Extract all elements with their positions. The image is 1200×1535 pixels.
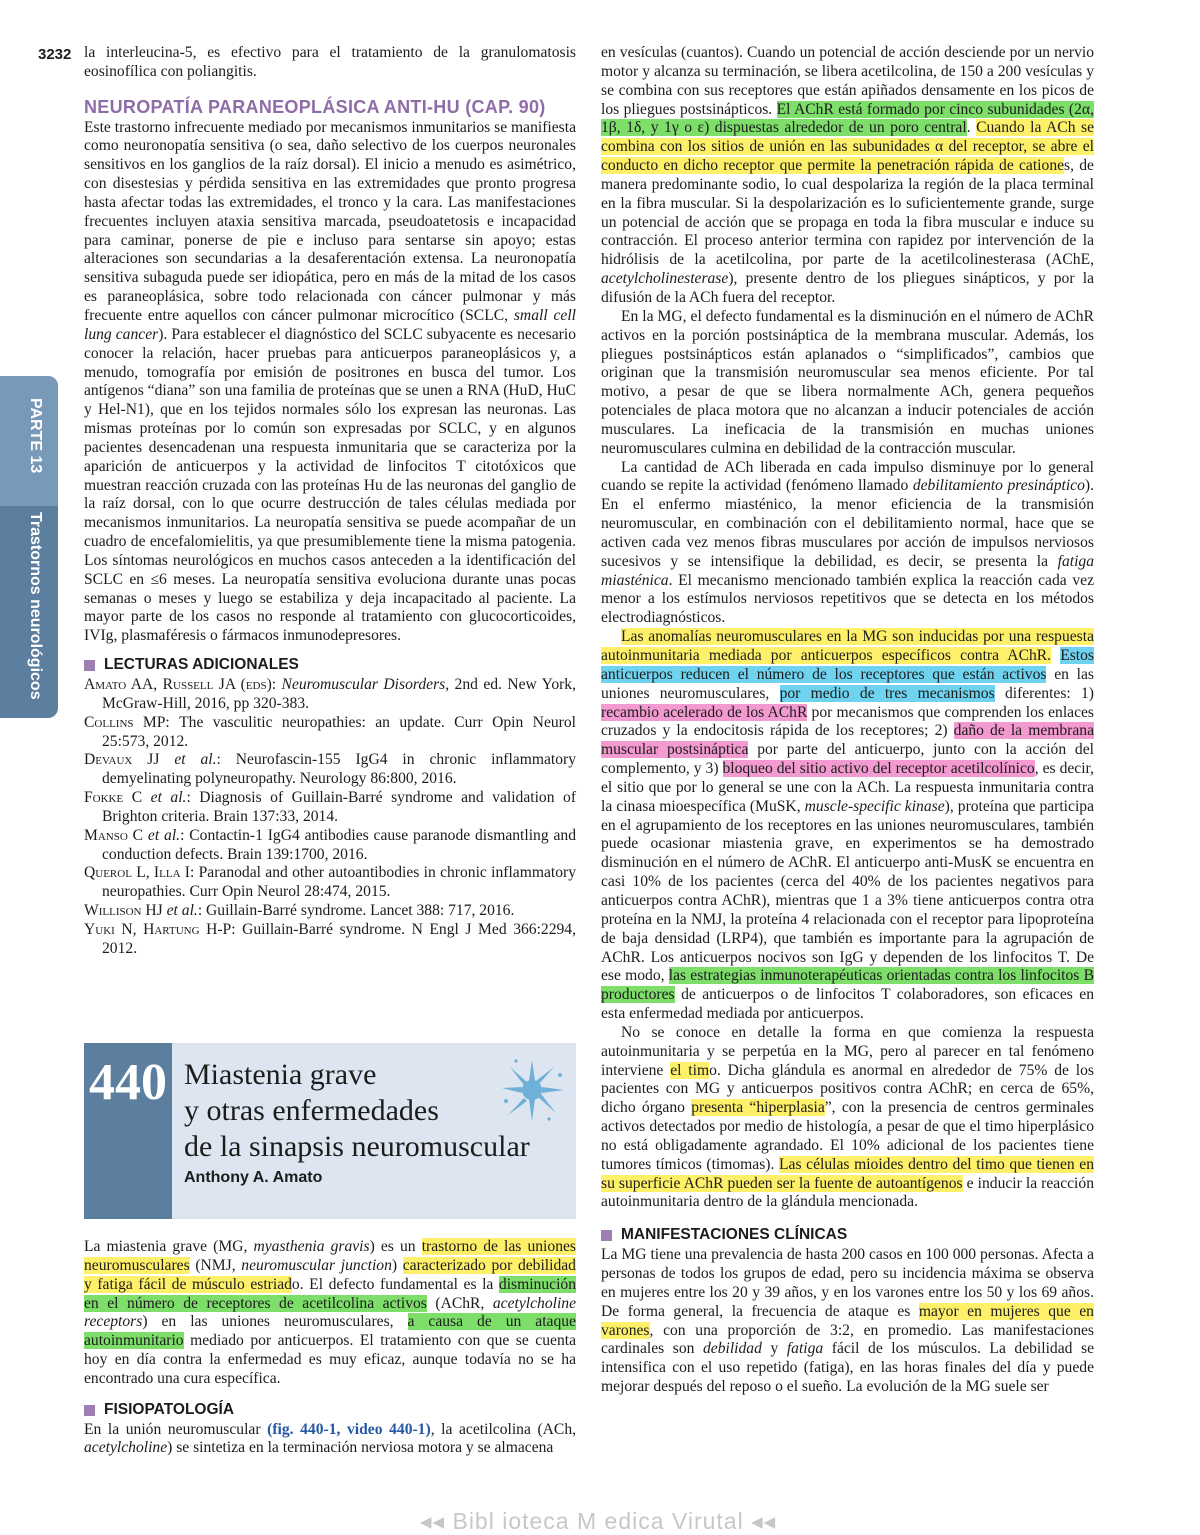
reference-item: Collins MP: The vasculitic neuropathies: an update. Curr Opin Neurol 25:573, 2012. [84,713,576,750]
intro-paragraph: la interleucina-5, es efectivo para el tratamiento de la granulomatosis eosinofílica con poliangitis. [84,44,576,80]
chapter-title: Miastenia grave y otras enfermedades de la sinapsis neuromuscular [184,1058,530,1163]
watermark: ◂◂ Bibl ioteca M edica Virutal ◂◂ [420,1508,777,1534]
watermark-arrows-icon: ◂◂ [743,1508,777,1534]
chapter-number: 440 [84,1043,172,1219]
reference-item: Devaux JJ et al.: Neurofascin-155 IgG4 in chronic inflammatory demyelinating polyneuropathy. Neurology 86:800, 2016. [84,751,577,788]
watermark-arrows-icon: ◂◂ [420,1508,453,1534]
right-column [601,44,1094,1397]
thymus-paragraph: No se conoce en detalle la forma en que comienza la respuesta autoinmunitaria y se perpetúa en la MG, pero al parecer en tal fenómeno interviene el timo. Dicha glándula es anormal en alrededor de 75% de los pacientes con MG y anticuerpos positivos contra AChR; en cerca de 65%, dicho órgano presenta “hiperplasia”, con la presencia de centros germinales activos detectados por medio de histología, a pesar de que el timo hiperplásico no está obligadamente agrandado. El 10% adicional de los pacientes tiene tumores tímicos (timomas). Las células mioides dentro del timo que tienen en su superficie AChR pueden ser la fuente de autoantígenos e inducir la reacción autoinmunitaria dentro de la glándula mencionada. [601,1023,1094,1211]
chapter-author: Anthony A. Amato [184,1169,323,1186]
mg-defect-paragraph: En la MG, el defecto fundamental es la disminución en el número de AChR activos en la porción postsináptica de la membrana muscular. Además, los pliegues postsinápticos están aplanados o “simplificados”, cambios que originan que la transmisión neuromuscular sea menos eficiente. Por tal motivo, a pesar de que se libera normalmente ACh, genera pequeños potenciales de placa motora que no alcanzan a inducir potenciales de acción musculares. La ineficacia de la transmisión en muchas uniones neuromusculares culmina en debilidad de la contracción muscular. [601,307,1094,457]
reference-item: Yuki N, Hartung H-P: Guillain-Barré syndrome. N Engl J Med 366:2294, 2012. [84,920,576,957]
part-label: PARTE 13 [27,398,44,474]
bullet-square-icon [84,1405,95,1416]
part-tab [0,376,58,718]
anti-hu-paragraph: Este trastorno infrecuente mediado por mecanismos inmunitarios se manifiesta como neuronopatía sensitiva (o sea, daño selectivo de los cuerpos neuronales sensitivos en los ganglios de la raíz dorsal). El inicio a menudo es asimétrico, con disestesias y pérdida sensitiva en las extremidades que pronto progresa hasta afectar todas las extremidades, el tronco y la cara. Las manifestaciones frecuentes incluyen ataxia sensitiva marcada, pseudoatetosis e incapacidad para caminar, ponerse de pie e incluso para sentarse sin apoyo; estas alteraciones son secundarias a la desaferentación extensa. La neuronopatía sensitiva subaguda puede ser idiopática, pero en más de la mitad de los casos es paraneoplásica, sobre todo relacionada con cáncer pulmonar y más frecuente entre aquellos con cáncer pulmonar microcítico (SCLC, small cell lung cancer). Para establecer el diagnóstico del SCLC subyacente es necesario conocer la relación, hacer pruebas para anticuerpos paraneoplásicos y, a menudo, tomografía por emisión de positrones en busca del tumor. Los antígenos “diana” son una familia de proteínas que se unen a RNA (HuD, HuC y Hel-N1), que en los tejidos normales sólo los expresan las neuronas. Las mismas proteínas por lo común son expresadas por SCLC, y en algunos pacientes desencadenan una respuesta inmunitaria que se caracteriza por la aparición de anticuerpos y la actividad de linfocitos T citotóxicos que muestran reacción cruzada con las proteínas Hu de las neuronas del ganglio de la raíz dorsal, con lo que ocurre destrucción de tales células mediada por mecanismos inmunitarios. La neuropatía sensitiva se puede acompañar de un cuadro de encefalomielitis, ya que presumiblemente tiene la misma patogenia. Los síntomas neurológicos en muchos casos anteceden a la identificación del SCLC en ≤6 meses. La neuropatía sensitiva evoluciona durante unas pocas semanas o meses y luego se estabiliza y deja incapacitado al paciente. La mayor parte de los casos no responde al tratamiento con glucocorticoides, IVIg, plasmaféresis o fármacos inmunodepresores. [84,118,576,645]
fisiopatologia-paragraph: En la unión neuromuscular (fig. 440-1, video 440-1), la acetilcolina (ACh, acetylcholine) se sintetiza en la terminación nerviosa motora y se almacena [84,1420,577,1457]
anti-hu-heading: NEUROPATÍA PARANEOPLÁSICA ANTI-HU (CAP. 90) [84,96,546,117]
reference-item: Amato AA, Russell JA (eds): Neuromuscular Disorders, 2nd ed. New York, McGraw-Hill, 2016, pp 320-383. [84,676,577,712]
mg-intro-paragraph: La miastenia grave (MG, myasthenia gravis) es un trastorno de las uniones neuromusculares (NMJ, neuromuscular junction) caracterizado por debilidad y fatiga fácil de músculo estriado. El defecto fundamental es la disminución en el número de receptores de acetilcolina activos (AChR, acetylcholine receptors) en las uniones neuromusculares, a causa de un ataque autoinmunitario mediado por anticuerpos. El tratamiento con que se cuenta hoy en día contra la enfermedad es muy eficaz, aunque todavía no se ha encontrado una cura específica. [84,1238,576,1387]
clinical-paragraph: La MG tiene una prevalencia de hasta 200 casos en 100 000 personas. Afecta a personas de todos los grupos de edad, pero su incidencia máxima se observa en mujeres entre los 20 y 39 años, y en los varones entre los 50 y los 69 años. De forma general, la frecuencia de ataque es mayor en mujeres que en varones, con una proporción de 3:2, en promedio. Las manifestaciones cardinales son debilidad y fatiga fácil de los músculos. La debilidad se intensifica con el uso repetido (fatiga), en las horas finales del día y puede mejorar después del reposo o el sueño. La evolución de la MG suele ser [601,1246,1094,1396]
receptor-paragraph: en vesículas (cuantos). Cuando un potencial de acción desciende por un nervio motor y alcanza su terminación, se libera acetilcolina, de 150 a 200 vesículas y se combina con sus receptores que están apiñados densamente en los picos de los pliegues postsinápticos. El AChR está formado por cinco subunidades (2α, 1β, 1δ, y 1γ o ε) dispuestas alrededor de un poro central. Cuando la ACh se combina con los sitios de unión en las subunidades α del receptor, se abre el conducto en dicho receptor que permite la penetración rápida de cationes, de manera predominante sodio, lo cual despolariza la región de la placa terminal en la fibra muscular. Si la despolarización es lo suficientemente grande, surge un potencial de acción que se propaga en toda la fibra muscular e induce su contracción. El proceso anterior termina con rapidez por intervención de la hidrólisis de la acetilcolina, por parte de la acetilcolinesterasa (AChE, acetylcholinesterase), presente dentro de los pliegues sinápticos, y por la difusión de la ACh fuera del receptor. [601,44,1095,306]
page-number: 3232 [38,46,72,63]
bullet-square-icon [601,1230,612,1241]
clinical-heading: MANIFESTACIONES CLÍNICAS [601,1226,1094,1245]
reference-item: Willison HJ et al.: Guillain-Barré syndrome. Lancet 388: 717, 2016. [84,902,515,920]
reference-item: Querol L, Illa I: Paranodal and other autoantibodies in chronic inflammatory neuropathies. Curr Opin Neurol 28:474, 2015. [84,864,576,901]
left-column-lower [84,1238,576,1458]
bullet-square-icon [84,660,95,671]
section-label: Trastornos neurológicos [27,512,44,700]
ach-release-paragraph: La cantidad de ACh liberada en cada impulso disminuye por lo general cuando se repite la actividad (fenómeno llamado debilitamiento presináptico). En el enfermo miasténico, la menor eficiencia de la transmisión neuromuscular, en combinación con el debilitamiento normal, hace que se activen cada vez menos fibras musculares por acción de impulsos nerviosos sucesivos y se intensifique la debilidad, es decir, se presenta la fatiga miasténica. El mecanismo mencionado también explica la reacción cada vez menor a los estímulos nerviosos repetitivos que se detecta en los métodos electrodiagnósticos. [601,458,1094,627]
reference-item: Fokke C et al.: Diagnosis of Guillain-Barré syndrome and validation of Brighton criteria. Brain 137:33, 2014. [84,789,577,825]
fisiopatologia-heading: FISIOPATOLOGÍA [84,1401,576,1420]
reference-list [84,676,576,959]
figure-video-link[interactable]: (fig. 440-1, video 440-1) [267,1420,431,1438]
lecturas-heading: LECTURAS ADICIONALES [84,656,576,675]
antibody-paragraph: Las anomalías neuromusculares en la MG son inducidas por una respuesta autoinmunitaria mediada por anticuerpos específicos contra AChR. Estos anticuerpos reducen el número de los receptores que están activos en las uniones neuromusculares, por medio de tres mecanismos diferentes: 1) recambio acelerado de los AChR por mecanismos que comprenden los enlaces cruzados y la endocitosis rápida de los receptores; 2) daño de la membrana muscular postsináptica por parte del anticuerpo, junto con la acción del complemento, y 3) bloqueo del sitio activo del receptor acetilcolínico, es decir, el sitio que por lo general se une con la ACh. La respuesta inmunitaria contra la cinasa mioespecífica (MuSK, muscle-specific kinase), proteína que participa en el agrupamiento de los receptores en las uniones neuromusculares, también puede ocasionar miastenia grave, en experimentos se ha demostrado disminución en el número de AChR. El anticuerpo anti-MusK se encuentra en casi 10% de los pacientes (cerca del 40% de los pacientes negativos para anticuerpos contra AChR), mientras que 1 a 3% tiene anticuerpos contra otra proteína en la NMJ, la proteína 4 relacionada con el receptor para lipoproteína de baja densidad (LRP4), que también es importante para la agrupación de AChR. Los anticuerpos nocivos son IgG y dependen de los linfocitos T. De ese modo, las estrategias inmunoterapéuticas orientadas contra los linfocitos B productores de anticuerpos o de linfocitos T colaboradores, son eficaces en esta enfermedad mediada por anticuerpos. [601,628,1095,1023]
left-column [84,44,576,959]
reference-item: Manso C et al.: Contactin-1 IgG4 antibodies cause paranode dismantling and conduction defects. Brain 139:1700, 2016. [84,826,577,863]
synapse-splash-icon [494,1055,572,1125]
chapter-banner [84,1043,576,1219]
